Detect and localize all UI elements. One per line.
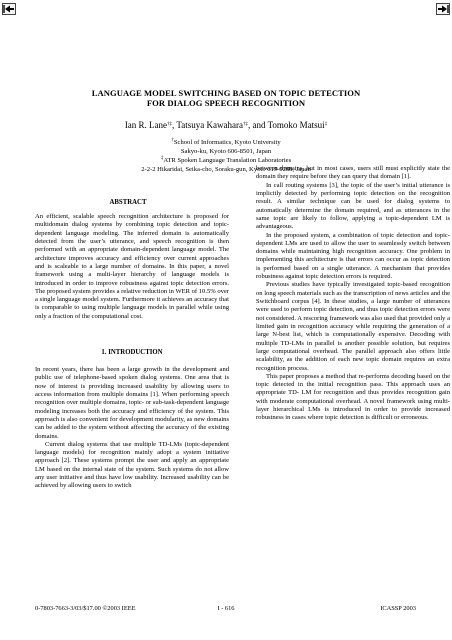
forward-button[interactable]: [436, 3, 450, 15]
affiliation-line: 2-2-2 Hikaridai, Seika-cho, Soraku-gun, Kyoto 619-0288, Japan: [141, 166, 311, 173]
forward-arrow-icon: [437, 4, 449, 14]
author-list: [0, 120, 452, 131]
body-paragraph: between domains, but in most cases, users still must explicitly state the domain they require before they can query that domain [1].: [256, 165, 450, 181]
paper-title-line-2: FOR DIALOG SPEECH RECOGNITION: [146, 98, 306, 108]
body-paragraph: This paper proposes a method that re-performs decoding based on the topic detected in the initial recognition pass. This approach uses an appropriate TD- LM for recognition and thus provides recognition gain with moderate computational overhead. A novel framework using multi-layer hierarchical LMs is introduced in order to provide increased robustness in cases where topic detection is difficult or erroneous.: [256, 372, 450, 422]
affiliation-line: [0, 157, 452, 165]
introduction-body: [35, 366, 229, 491]
footer-page-number: I - 616: [217, 605, 235, 612]
back-button[interactable]: [2, 3, 16, 15]
abstract-body: [35, 213, 229, 321]
author-affiliation-mark: ‡: [324, 122, 328, 127]
author-affiliation-mark: †‡: [242, 122, 248, 127]
author-name: , and Tomoko Matsui: [247, 120, 325, 130]
body-paragraph: Current dialog systems that use multiple TD-LMs (topic-dependent language models) for recognition mainly adopt a system initiative approach [2]. These systems prompt the user and apply an appropriate LM based on the internal state of the system. Such systems do not allow any user initiative and thus have low usability. Increased usability can be achieved by allowing users to switch: [35, 440, 229, 490]
author-affiliation-mark: †‡: [167, 122, 173, 127]
body-paragraph: In call routing systems [3], the topic of the user’s initial utterance is implicitly detected by performing topic detection on the recognition result. A similar technique can be used for dialog systems to automatically determine the domain required, and as utterances in the same topic are likely to follow, applying a topic-dependent LM is advantageous.: [256, 181, 450, 231]
body-paragraph: In recent years, there has been a large growth in the development and public use of telephone-based spoken dialog systems. One area that is now of interest is providing increased usability by allowing users to access information from multiple domains [1]. When performing speech recognition over multiple domains, topic- or sub-task-dependent language modeling increases both the accuracy and efficiency of the system. This approach is also convenient for development modularity, as new domains can be added to the system without affecting the accuracy of the existing domains.: [35, 366, 229, 440]
affiliation-line: [0, 139, 452, 147]
paper-title-line-1: LANGUAGE MODEL SWITCHING BASED ON TOPIC DETECTION: [91, 88, 361, 98]
footer-conference: ICASSP 2003: [380, 605, 416, 612]
affiliation-line: Sakyo-ku, Kyoto 606-8501, Japan: [180, 148, 272, 155]
body-paragraph: Previous studies have typically investigated topic-based recognition on long speech materials such as the transcription of news articles and the Switchboard corpus [4]. In these studies, a large number of utterances were used to perform topic detection, and thus topic detection errors were not considered. A rescoring framework was also used that provided only a limited gain in recognition accuracy while requiring the generation of a large N-best list, which is computationally expensive. Decoding with multiple TD-LMs in parallel is another possible solution, but requires large computational overhead. The parallel approach also offers little scalability, as the addition of each new topic domain requires an extra recognition process.: [256, 281, 450, 372]
affiliation-text: School of Informatics, Kyoto University: [173, 139, 281, 146]
back-arrow-icon: [3, 4, 15, 14]
abstract-heading: ABSTRACT: [109, 199, 147, 206]
right-column-body: [256, 165, 450, 423]
footer-copyright: 0-7803-7663-3/03/$17.00 ©2003 IEEE: [35, 605, 136, 612]
section-heading: 1. INTRODUCTION: [101, 349, 163, 356]
abstract-paragraph: An efficient, scalable speech recognition architecture is proposed for multidomain dialog systems by combining topic detection and topic-dependent language modeling. The inferred domain is automatically detected from the user’s utterance, and speech recognition is then performed with an appropriate domain-dependent language model. The architecture improves accuracy and efficiency over current approaches and is scaleable to a large number of domains. In this paper, a novel framework using a multi-layer hierarchy of language models is introduced in order to improve robustness against topic detection errors. The proposed system provides a relative reduction in WER of 10.5% over a single language model system. Furthermore it achieves an accuracy that is comparable to using multiple language models in parallel while using only a fraction of the computational cost.: [35, 213, 229, 320]
affiliation-mark: ‡: [160, 156, 164, 161]
body-paragraph: In the proposed system, a combination of topic detection and topic-dependent LMs are used to allow the user to seamlessly switch between domains while maintaining high recognition accuracy. One problem in implementing this architecture is that errors can occur as topic detection is performed based on a single utterance. A mechanism that provides robustness against topic detection errors is required.: [256, 231, 450, 281]
author-name: Ian R. Lane: [124, 120, 168, 130]
affiliation-mark: †: [171, 138, 174, 143]
affiliation-text: ATR Spoken Language Translation Laboratories: [163, 157, 292, 164]
author-name: , Tatsuya Kawahara: [172, 120, 243, 130]
